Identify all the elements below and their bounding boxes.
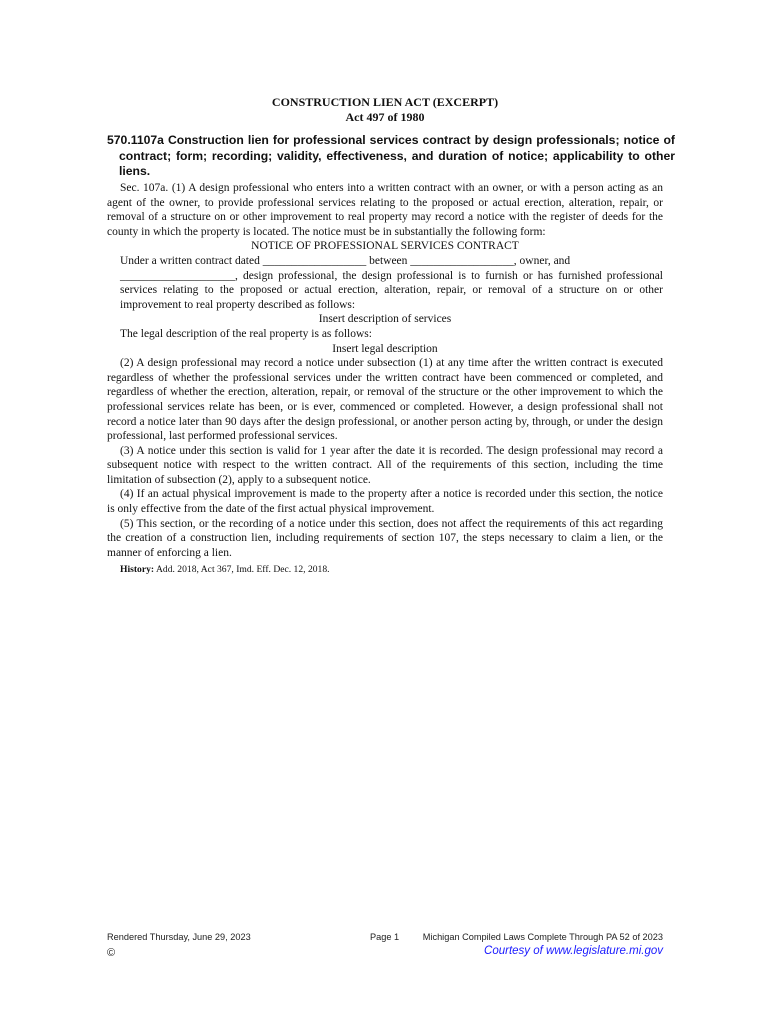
footer-compiled-through: Michigan Compiled Laws Complete Through PA 52 of 2023 [422, 932, 663, 942]
history-note [107, 563, 663, 578]
act-title: CONSTRUCTION LIEN ACT (EXCERPT) [271, 95, 499, 109]
footer-rendered-date: Rendered Thursday, June 29, 2023 [107, 932, 251, 942]
form-insert-services: Insert description of services [318, 313, 452, 326]
paragraph-3: (3) A notice under this section is valid for 1 year after the date it is recorded. The design professional may record a subsequent notice with respect to the written contract. All of the requirements of this section, including the time limitation of subsection (2), apply to a subsequent notice. [107, 444, 663, 486]
form-legal-block [107, 327, 663, 342]
paragraph-1: Sec. 107a. (1) A design professional who enters into a written contract with an owner, or with a person acting as an agent of the owner, to provide professional services relating to the proposed or actual erection, alteration, repair, or removal of a structure on or other improvement to real property may record a notice with the register of deeds for the county in which the property is located. The notice must be in substantially the following form: [107, 182, 663, 238]
section-heading: 570.1107a Construction lien for professional services contract by design professionals; notice of contract; form; recording; validity, effectiveness, and duration of notice; applicability to other liens. [107, 133, 675, 178]
paragraph-4: (4) If an actual physical improvement is made to the property after a notice is recorded under this section, the notice is only effective from the date of the first actual physical improvement. [107, 488, 663, 516]
form-line-2: ____________________, design professional, the design professional is to furnish or has furnished professional services relating to the proposed or actual erection, alteration, repair, or removal of a structure on or other improvement to real property described as follows: [120, 269, 663, 311]
section-body [107, 181, 663, 578]
history-label: History: [120, 564, 155, 576]
form-title: NOTICE OF PROFESSIONAL SERVICES CONTRACT [251, 240, 519, 253]
footer-page-number: Page 1 [370, 932, 400, 942]
footer-courtesy-link[interactable]: Courtesy of www.legislature.mi.gov [484, 945, 663, 957]
form-insert-legal: Insert legal description [332, 342, 438, 355]
paragraph-2: (2) A design professional may record a notice under subsection (1) at any time after the written contract is executed regardless of whether the professional services under the written contract have been commenced or completed, and regardless of whether the erection, alteration, repair, or removal of the structure or the other improvement to which the professional services relate has been, or is ever, commenced or completed. However, a design professional shall not record a notice later than 90 days after the design professional, or another person acting by, through, or under the design professional, last performed professional services. [107, 357, 663, 443]
act-number: Act 497 of 1980 [345, 110, 425, 124]
form-line-1: Under a written contract dated __________________ between __________________, owner, and [120, 254, 571, 267]
form-legal-line: The legal description of the real property is as follows: [120, 327, 372, 340]
history-text: Add. 2018, Act 367, Imd. Eff. Dec. 12, 2018. [154, 564, 330, 576]
paragraph-5: (5) This section, or the recording of a notice under this section, does not affect the requirements of this act regarding the creation of a construction lien, including requirements of section 107, the steps necessary to claim a lien, or the manner of enforcing a lien. [107, 517, 663, 559]
footer-copyright: © [107, 947, 116, 959]
notice-form [107, 254, 663, 312]
